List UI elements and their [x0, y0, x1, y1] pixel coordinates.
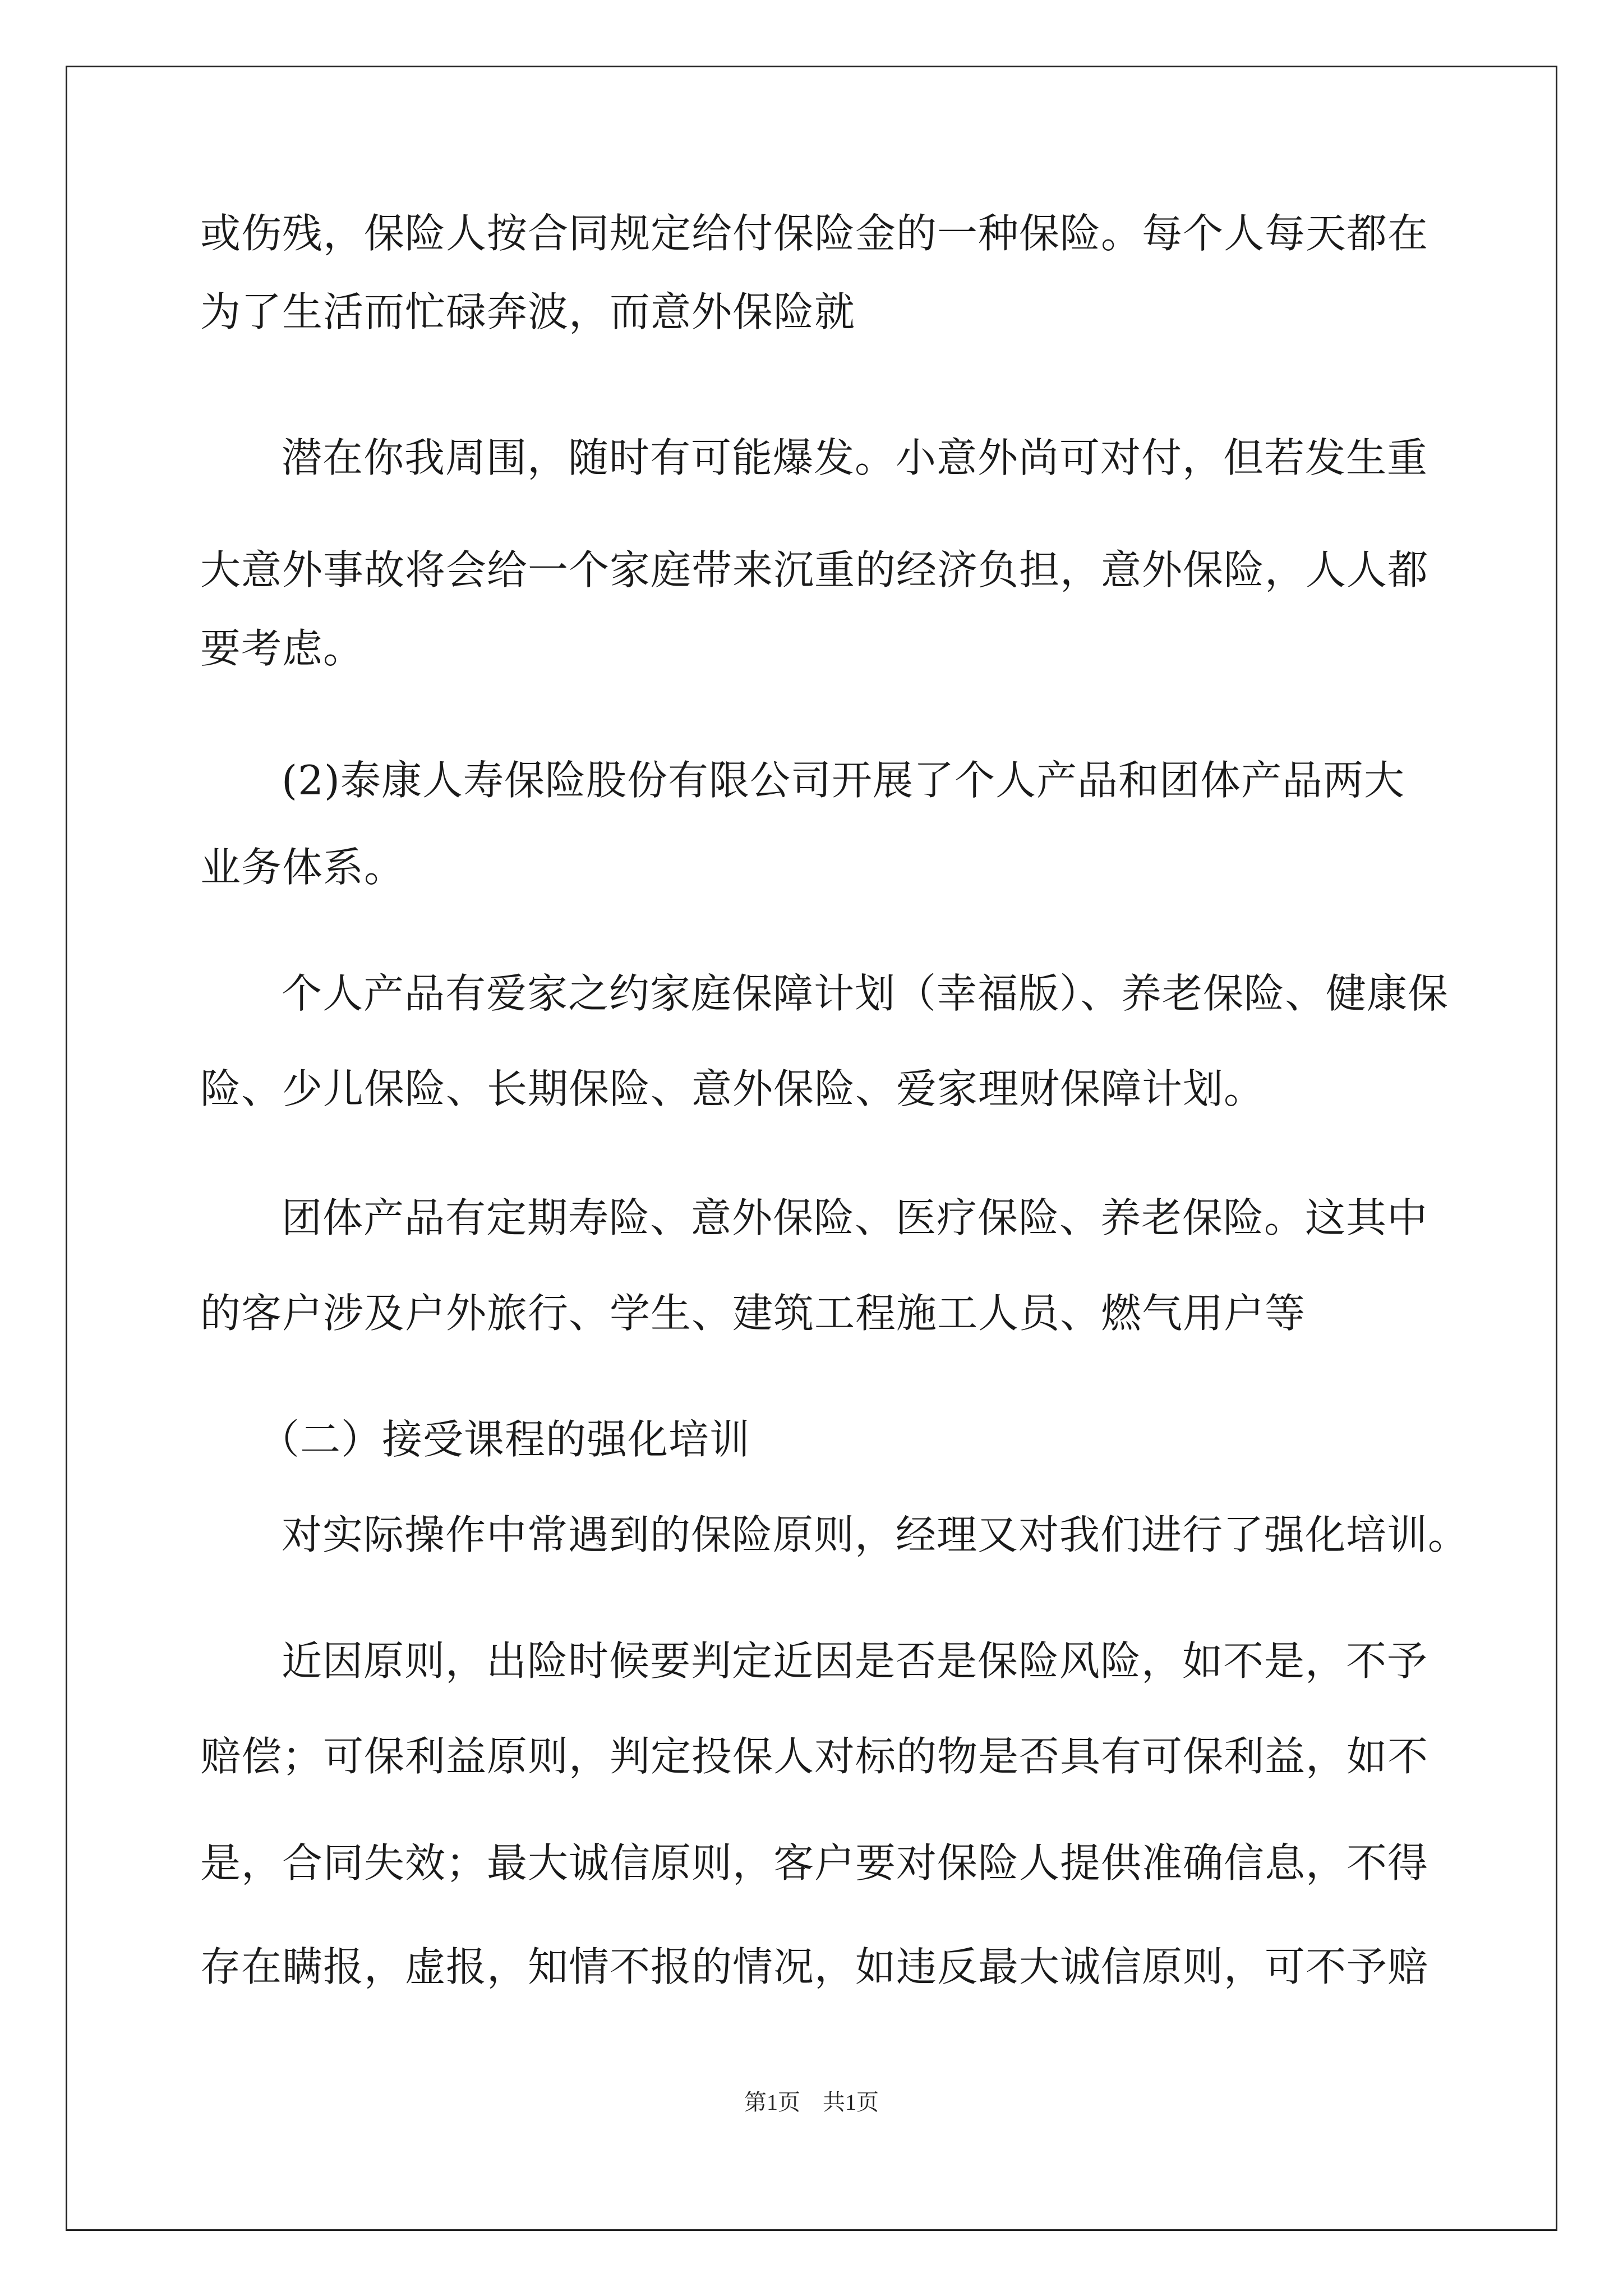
text-line: 的客户涉及户外旅行、学生、建筑工程施工人员、燃气用户等 — [200, 1290, 1306, 1337]
text-line: 潜在你我周围，随时有可能爆发。小意外尚可对付，但若发生重 — [282, 434, 1428, 481]
page-border — [66, 66, 1557, 2231]
text-line: 要考虑。 — [200, 625, 365, 672]
text-line: (2)泰康人寿保险股份有限公司开展了个人产品和团体产品两大 — [282, 757, 1405, 804]
text-line: 个人产品有爱家之约家庭保障计划（幸福版）、养老保险、健康保 — [282, 970, 1449, 1017]
text-line: 对实际操作中常遇到的保险原则，经理又对我们进行了强化培训。 — [282, 1511, 1469, 1558]
text-line: 为了生活而忙碌奔波，而意外保险就 — [200, 288, 856, 335]
text-line: 大意外事故将会给一个家庭带来沉重的经济负担，意外保险，人人都 — [200, 546, 1429, 593]
text-line: 险、少儿保险、长期保险、意外保险、爱家理财保障计划。 — [200, 1065, 1265, 1112]
text-line: 或伤残，保险人按合同规定给付保险金的一种保险。每个人每天都在 — [200, 210, 1429, 257]
text-line: 近因原则，出险时候要判定近因是否是保险风险，如不是，不予 — [282, 1637, 1428, 1685]
text-line: 存在瞒报，虚报，知情不报的情况，如违反最大诚信原则，可不予赔 — [200, 1943, 1429, 1990]
text-line: 赔偿；可保利益原则，判定投保人对标的物是否具有可保利益，如不 — [200, 1733, 1429, 1780]
text-line: 团体产品有定期寿险、意外保险、医疗保险、养老保险。这其中 — [282, 1194, 1428, 1241]
section-heading: （二）接受课程的强化培训 — [259, 1416, 751, 1463]
text-line: 业务体系。 — [200, 844, 405, 891]
page-number-footer: 第1页 共1页 — [744, 2090, 879, 2115]
text-line: 是，合同失效；最大诚信原则，客户要对保险人提供准确信息，不得 — [200, 1839, 1429, 1887]
